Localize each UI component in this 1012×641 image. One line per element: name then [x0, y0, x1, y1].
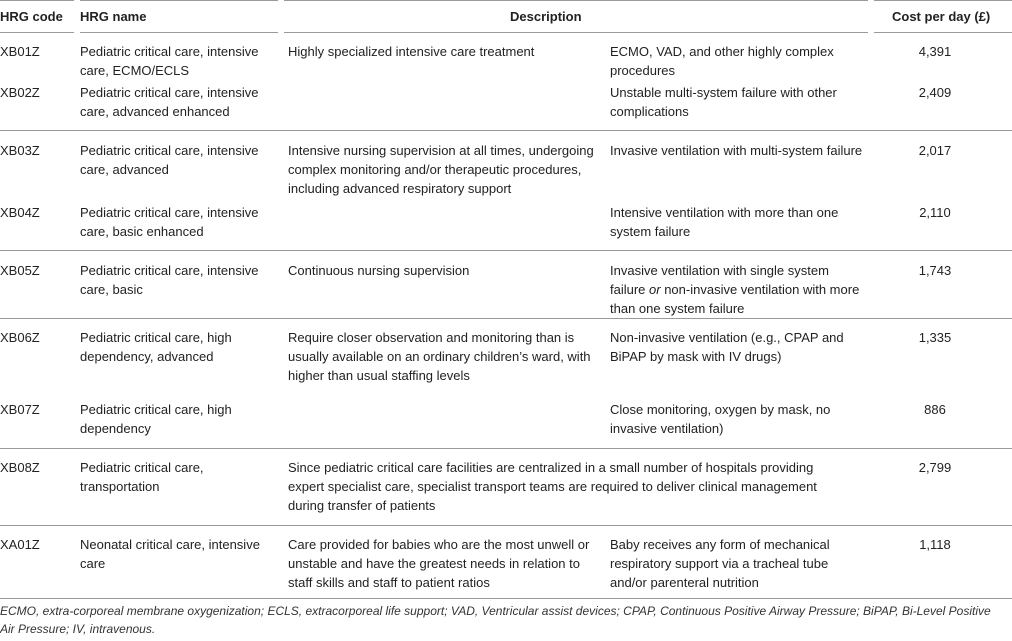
row-name: Pediatric critical care, intensive care, advanced enhanced: [80, 85, 259, 119]
group-divider: [0, 525, 1012, 526]
row-cost: 1,335: [918, 330, 952, 345]
row-code: XB04Z: [0, 205, 40, 220]
header-cost-per-day: Cost per day (£): [892, 8, 991, 24]
header-rule: [874, 32, 1012, 33]
row-code: XB03Z: [0, 143, 40, 158]
header-rule: [284, 32, 868, 33]
row-code: XB06Z: [0, 330, 40, 345]
row-code: XA01Z: [0, 537, 40, 552]
row-cost: 1,743: [918, 263, 952, 278]
table-footnote: ECMO, extra-corporeal membrane oxygenization; ECLS, extracorporeal life support; VAD, Ventricular assist devices; CPAP, Continuous Positive Airway Pressure; BiPAP, Bi-Level Positive Air Pressure; IV, intravenous.: [0, 604, 991, 636]
row-desc-left: Continuous nursing supervision: [288, 263, 470, 278]
row-desc-right: Baby receives any form of mechanical respiratory support via a tracheal tube and/or parenteral nutrition: [610, 537, 830, 590]
group-divider: [0, 130, 1012, 131]
group-divider: [0, 448, 1012, 449]
row-desc-left: Require closer observation and monitoring than is usually available on an ordinary children’s ward, with higher than usual staffing levels: [288, 330, 591, 383]
row-name: Pediatric critical care, intensive care, advanced: [80, 143, 259, 177]
desc-text: non-invasive ventilation with more than one system failure: [610, 282, 860, 316]
header-rule: [80, 0, 278, 1]
row-desc-full: Since pediatric critical care facilities are centralized in a small number of hospitals providing expert specialist care, specialist transport teams are required to deliver clinical management during transfer of patients: [288, 460, 817, 513]
row-desc-right: Invasive ventilation with multi-system failure: [610, 143, 863, 158]
row-name: Pediatric critical care, high dependency: [80, 402, 232, 436]
row-desc-right: Unstable multi-system failure with other complications: [610, 85, 837, 119]
row-cost: 2,110: [919, 205, 951, 220]
header-description: Description: [510, 8, 582, 24]
header-rule: [0, 32, 74, 33]
group-divider: [0, 318, 1012, 319]
header-hrg-name: HRG name: [80, 8, 147, 24]
row-code: XB07Z: [0, 402, 40, 417]
row-name: Pediatric critical care, intensive care, ECMO/ECLS: [80, 44, 259, 78]
header-hrg-code: HRG code: [0, 8, 63, 24]
row-code: XB01Z: [0, 44, 40, 59]
group-divider: [0, 250, 1012, 251]
row-name: Pediatric critical care, intensive care, basic: [80, 263, 259, 297]
row-desc-right: [610, 261, 865, 318]
header-rule: [80, 32, 278, 33]
row-cost: 886: [924, 402, 946, 417]
header-rule: [284, 0, 868, 1]
row-desc-left: Intensive nursing supervision at all times, undergoing complex monitoring and/or therapeutic procedures, including advanced respiratory support: [288, 143, 594, 196]
row-desc-right: ECMO, VAD, and other highly complex procedures: [610, 44, 834, 78]
row-code: XB02Z: [0, 85, 40, 100]
header-rule: [0, 0, 74, 1]
row-name: Neonatal critical care, intensive care: [80, 537, 260, 571]
row-cost: 2,409: [918, 85, 952, 100]
header-rule: [874, 0, 1012, 1]
desc-or: or: [649, 282, 661, 297]
row-desc-left: Care provided for babies who are the most unwell or unstable and have the greatest needs in relation to staff skills and staff to patient ratios: [288, 537, 590, 590]
row-cost: 2,799: [918, 460, 952, 475]
row-desc-right: Intensive ventilation with more than one system failure: [610, 205, 839, 239]
row-cost: 1,118: [919, 537, 951, 552]
row-name: Pediatric critical care, intensive care, basic enhanced: [80, 205, 259, 239]
row-desc-right: Close monitoring, oxygen by mask, no invasive ventilation): [610, 402, 831, 436]
table-bottom-rule: [0, 598, 1012, 599]
row-cost: 2,017: [918, 143, 952, 158]
desc-text: Invasive ventilation with single system failure: [610, 263, 829, 297]
row-name: Pediatric critical care, high dependency, advanced: [80, 330, 232, 364]
row-code: XB05Z: [0, 263, 40, 278]
row-desc-right: Non-invasive ventilation (e.g., CPAP and BiPAP by mask with IV drugs): [610, 330, 844, 364]
row-code: XB08Z: [0, 460, 40, 475]
row-desc-left: Highly specialized intensive care treatment: [288, 44, 535, 59]
row-cost: 4,391: [918, 44, 952, 59]
row-name: Pediatric critical care, transportation: [80, 460, 204, 494]
